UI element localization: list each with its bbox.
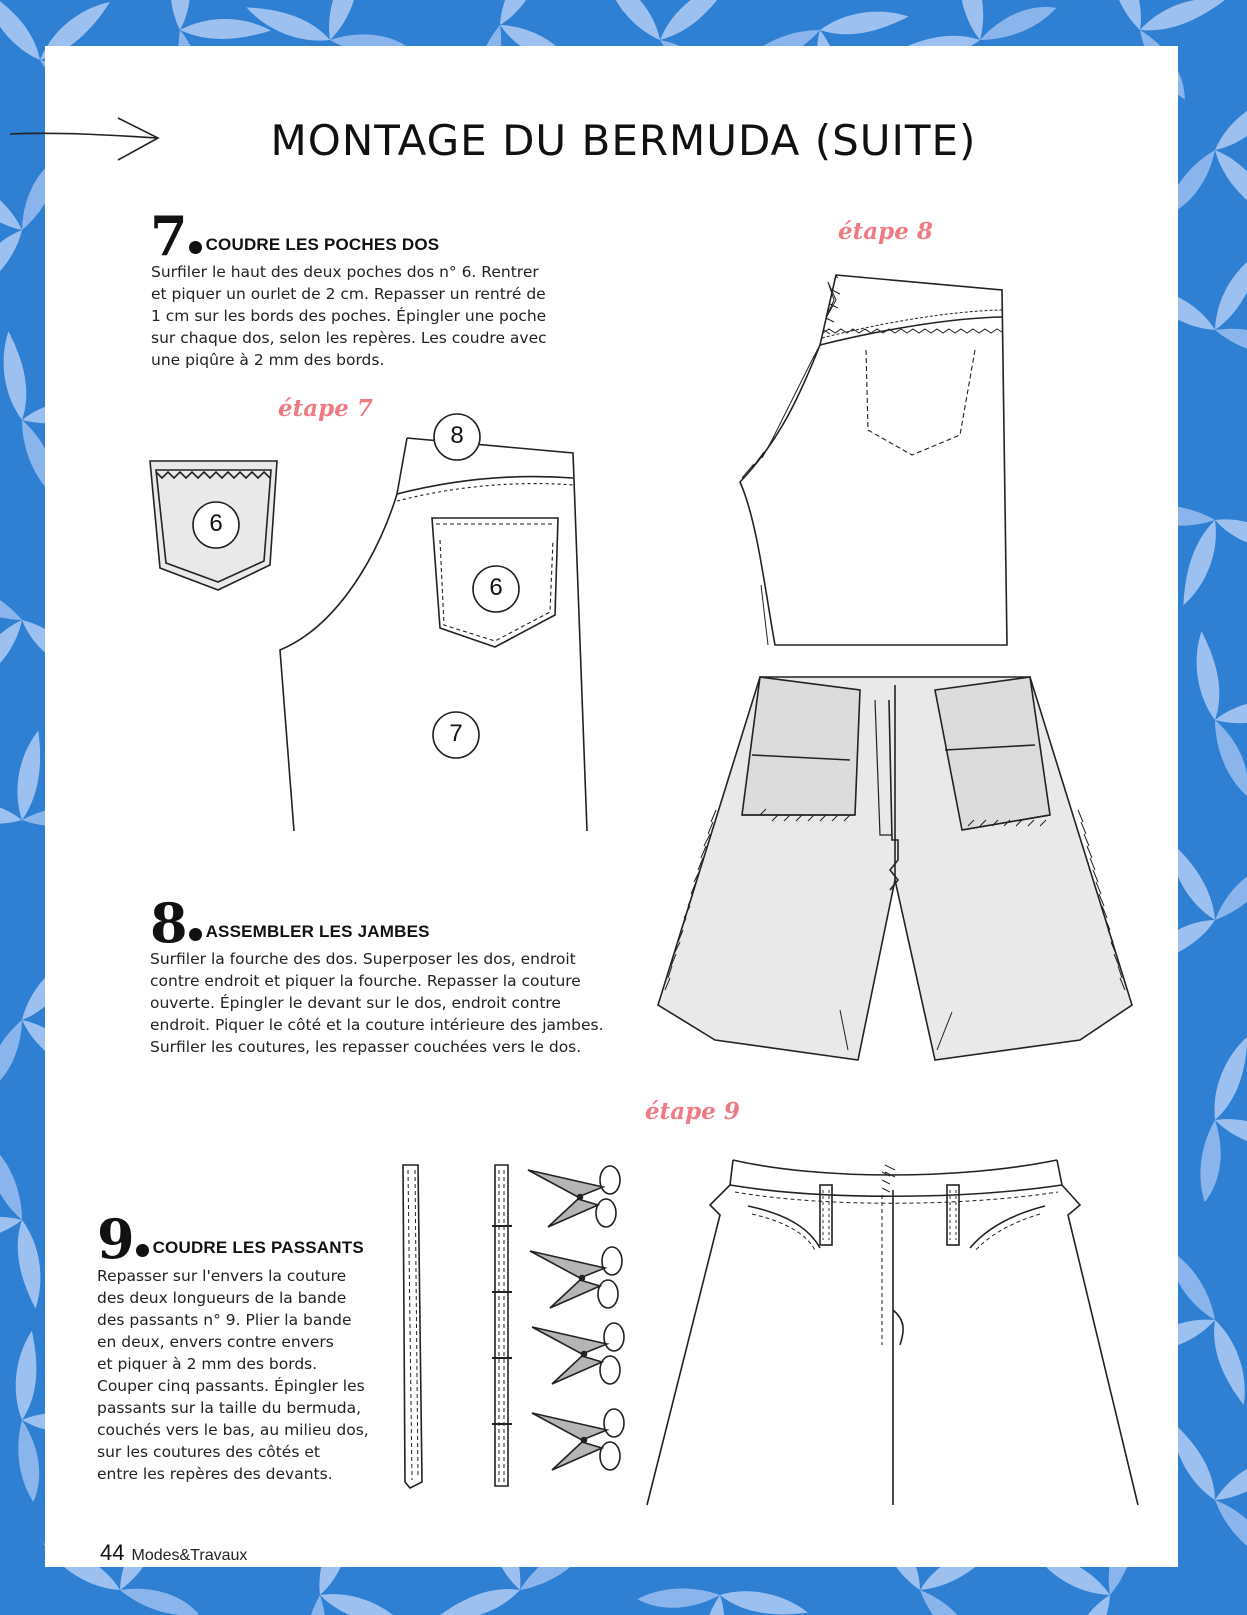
- text-line: des deux longueurs de la bande: [97, 1289, 347, 1307]
- piece-label-pocket: 6: [209, 510, 223, 537]
- etape-9-label: étape 9: [645, 1098, 740, 1125]
- text-line: entre les repères des devants.: [97, 1465, 333, 1483]
- step-dot: [189, 928, 202, 941]
- back-panel-sewn: [740, 275, 1007, 645]
- step-title: COUDRE LES PASSANTS: [152, 1238, 364, 1257]
- scissors-icon: [528, 1166, 620, 1227]
- text-line: contre endroit et piquer la fourche. Repasser la couture: [150, 972, 581, 990]
- page-footer: [100, 1540, 247, 1566]
- text-line: Couper cinq passants. Épingler les: [97, 1377, 365, 1395]
- piece-label-pocket-sewn: 6: [489, 574, 503, 601]
- magazine-name: Modes&Travaux: [131, 1547, 248, 1564]
- scissors-icon: [532, 1323, 624, 1384]
- text-line: et piquer un ourlet de 2 cm. Repasser un rentré de: [151, 285, 546, 303]
- text-line: sur les coutures des côtés et: [97, 1443, 320, 1461]
- text-line: couchés vers le bas, au milieu dos,: [97, 1421, 369, 1439]
- page-number: 44: [100, 1540, 125, 1565]
- step-7-text: [151, 261, 547, 371]
- text-line: sur chaque dos, selon les repères. Les coudre avec: [151, 329, 547, 347]
- step-dot: [136, 1244, 149, 1257]
- text-line: en deux, envers contre envers: [97, 1333, 334, 1351]
- piece-label-yoke: 8: [450, 422, 464, 449]
- step-dot: [189, 241, 202, 254]
- text-line: des passants n° 9. Plier la bande: [97, 1311, 352, 1329]
- belt-loop-strip: [403, 1165, 422, 1488]
- text-line: Repasser sur l'envers la couture: [97, 1267, 347, 1285]
- etape-7-label: étape 7: [278, 395, 373, 422]
- step-title: ASSEMBLER LES JAMBES: [205, 922, 430, 941]
- step-9-heading: [97, 1207, 364, 1271]
- step-8-text: [150, 948, 604, 1058]
- piece-label-back: 7: [449, 720, 463, 747]
- text-line: Surfiler le haut des deux poches dos n° 6. Rentrer: [151, 263, 539, 281]
- step-9-text: [97, 1265, 369, 1485]
- assembled-shorts: [658, 677, 1132, 1060]
- arrow-icon: [10, 118, 158, 160]
- etape-8-label: étape 8: [838, 218, 933, 245]
- step-title: COUDRE LES POCHES DOS: [205, 235, 440, 254]
- text-line: endroit. Piquer le côté et la couture intérieure des jambes.: [150, 1016, 604, 1034]
- step-number: 7: [150, 204, 188, 268]
- text-line: une piqûre à 2 mm des bords.: [151, 351, 385, 369]
- step-7-heading: [150, 204, 440, 268]
- back-panel: [280, 414, 587, 831]
- page-title: MONTAGE DU BERMUDA (SUITE): [270, 116, 977, 166]
- text-line: Surfiler la fourche des dos. Superposer les dos, endroit: [150, 950, 576, 968]
- belt-loop-strip-cut: [492, 1165, 512, 1486]
- step-number: 8: [150, 891, 188, 955]
- text-line: Surfiler les coutures, les repasser couchées vers le dos.: [150, 1038, 582, 1056]
- text-line: et piquer à 2 mm des bords.: [97, 1355, 318, 1373]
- text-line: ouverte. Épingler le devant sur le dos, endroit contre: [150, 994, 561, 1012]
- bermuda-front: [647, 1160, 1138, 1505]
- scissors-icon: [530, 1247, 622, 1308]
- text-line: 1 cm sur les bords des poches. Épingler une poche: [151, 307, 547, 325]
- scissors-icon: [532, 1409, 624, 1470]
- step-number: 9: [97, 1207, 135, 1271]
- text-line: passants sur la taille du bermuda,: [97, 1399, 362, 1417]
- step-8-heading: [150, 891, 430, 955]
